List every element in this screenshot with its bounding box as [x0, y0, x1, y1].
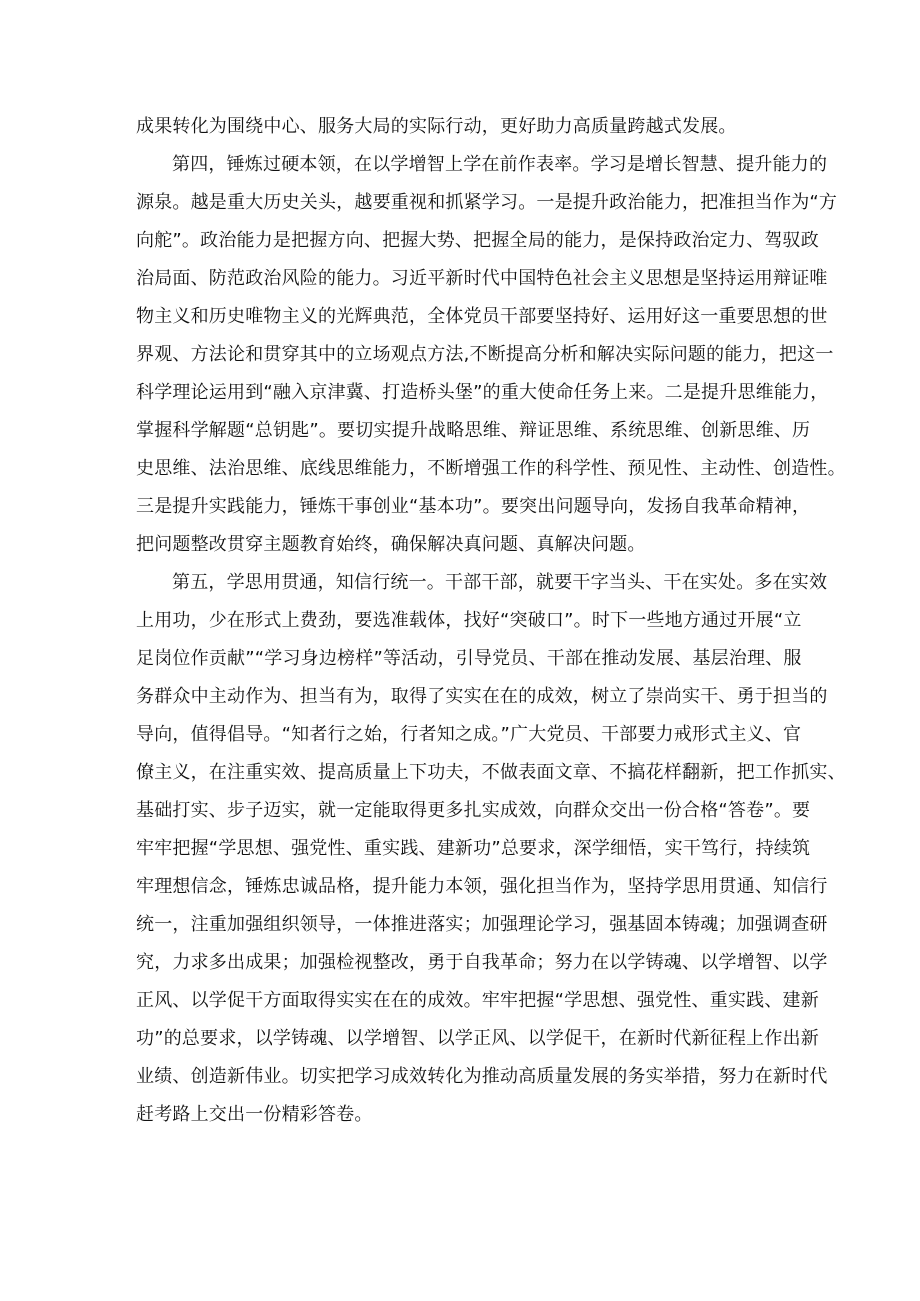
paragraph-line: 向舵”。政治能力是把握方向、把握大势、把握全局的能力，是保持政治定力、驾驭政 [136, 230, 819, 251]
paragraph-line: 统一，注重加强组织领导，一体推进落实；加强理论学习，强基固本铸魂；加强调查研 [136, 914, 828, 935]
paragraph-line: 界观、方法论和贯穿其中的立场观点方法,不断提高分析和解决实际问题的能力，把这一 [136, 344, 834, 365]
paragraph-line: 务群众中主动作为、担当有为，取得了实实在在的成效，树立了崇尚实干、勇于担当的 [136, 686, 828, 707]
paragraph-line: 功”的总要求，以学铸魂、以学增智、以学正风、以学促干，在新时代新征程上作出新 [136, 1028, 819, 1049]
paragraph-line: 源泉。越是重大历史关头，越要重视和抓紧学习。一是提升政治能力，把准担当作为“方 [136, 192, 838, 213]
paragraph-line: 第五，学思用贯通，知信行统一。干部干部，就要干字当头、干在实处。多在实效 [172, 572, 828, 593]
paragraph-line: 牢理想信念，锤炼忠诚品格，提升能力本领，强化担当作为，坚持学思用贯通、知信行 [136, 876, 828, 897]
paragraph-line: 三是提升实践能力，锤炼干事创业“基本功”。要突出问题导向，发扬自我革命精神， [136, 496, 811, 517]
paragraph-line: 僚主义，在注重实效、提高质量上下功夫，不做表面文章、不搞花样翻新，把工作抓实、 [136, 762, 846, 783]
paragraph-line: 上用功，少在形式上费劲，要选准载体，找好“突破口”。时下一些地方通过开展“立 [136, 610, 802, 631]
paragraph-line: 史思维、法治思维、底线思维能力，不断增强工作的科学性、预见性、主动性、创造性。 [136, 458, 846, 479]
paragraph-line: 正风、以学促干方面取得实实在在的成效。牢牢把握“学思想、强党性、重实践、建新 [136, 990, 819, 1011]
paragraph-line: 赶考路上交出一份精彩答卷。 [136, 1104, 373, 1125]
paragraph-line: 掌握科学解题“总钥匙”。要切实提升战略思维、辩证思维、系统思维、创新思维、历 [136, 420, 811, 441]
paragraph-line: 导向，值得倡导。“知者行之始，行者知之成。”广大党员、干部要力戒形式主义、官 [136, 724, 802, 745]
paragraph-line: 基础打实、步子迈实，就一定能取得更多扎实成效，向群众交出一份合格“答卷”。要 [136, 800, 811, 821]
paragraph-line: 究，力求多出成果；加强检视整改，勇于自我革命；努力在以学铸魂、以学增智、以学 [136, 952, 828, 973]
paragraph-line: 第四，锤炼过硬本领，在以学增智上学在前作表率。学习是增长智慧、提升能力的 [172, 154, 828, 175]
paragraph-line: 成果转化为围绕中心、服务大局的实际行动，更好助力高质量跨越式发展。 [136, 116, 737, 137]
paragraph-line: 科学理论运用到“融入京津冀、打造桥头堡”的重大使命任务上来。二是提升思维能力， [136, 382, 829, 403]
paragraph-line: 业绩、创造新伟业。切实把学习成效转化为推动高质量发展的务实举措，努力在新时代 [136, 1066, 828, 1087]
paragraph-line: 牢牢把握“学思想、强党性、重实践、建新功”总要求，深学细悟，实干笃行，持续筑 [136, 838, 811, 859]
paragraph-line: 物主义和历史唯物主义的光辉典范，全体党员干部要坚持好、运用好这一重要思想的世 [136, 306, 828, 327]
paragraph-line: 把问题整改贯穿主题教育始终，确保解决真问题、真解决问题。 [136, 534, 646, 555]
paragraph-line: 治局面、防范政治风险的能力。习近平新时代中国特色社会主义思想是坚持运用辩证唯 [136, 268, 828, 289]
paragraph-line: 足岗位作贡献”“学习身边榜样”等活动，引导党员、干部在推动发展、基层治理、服 [136, 648, 802, 669]
